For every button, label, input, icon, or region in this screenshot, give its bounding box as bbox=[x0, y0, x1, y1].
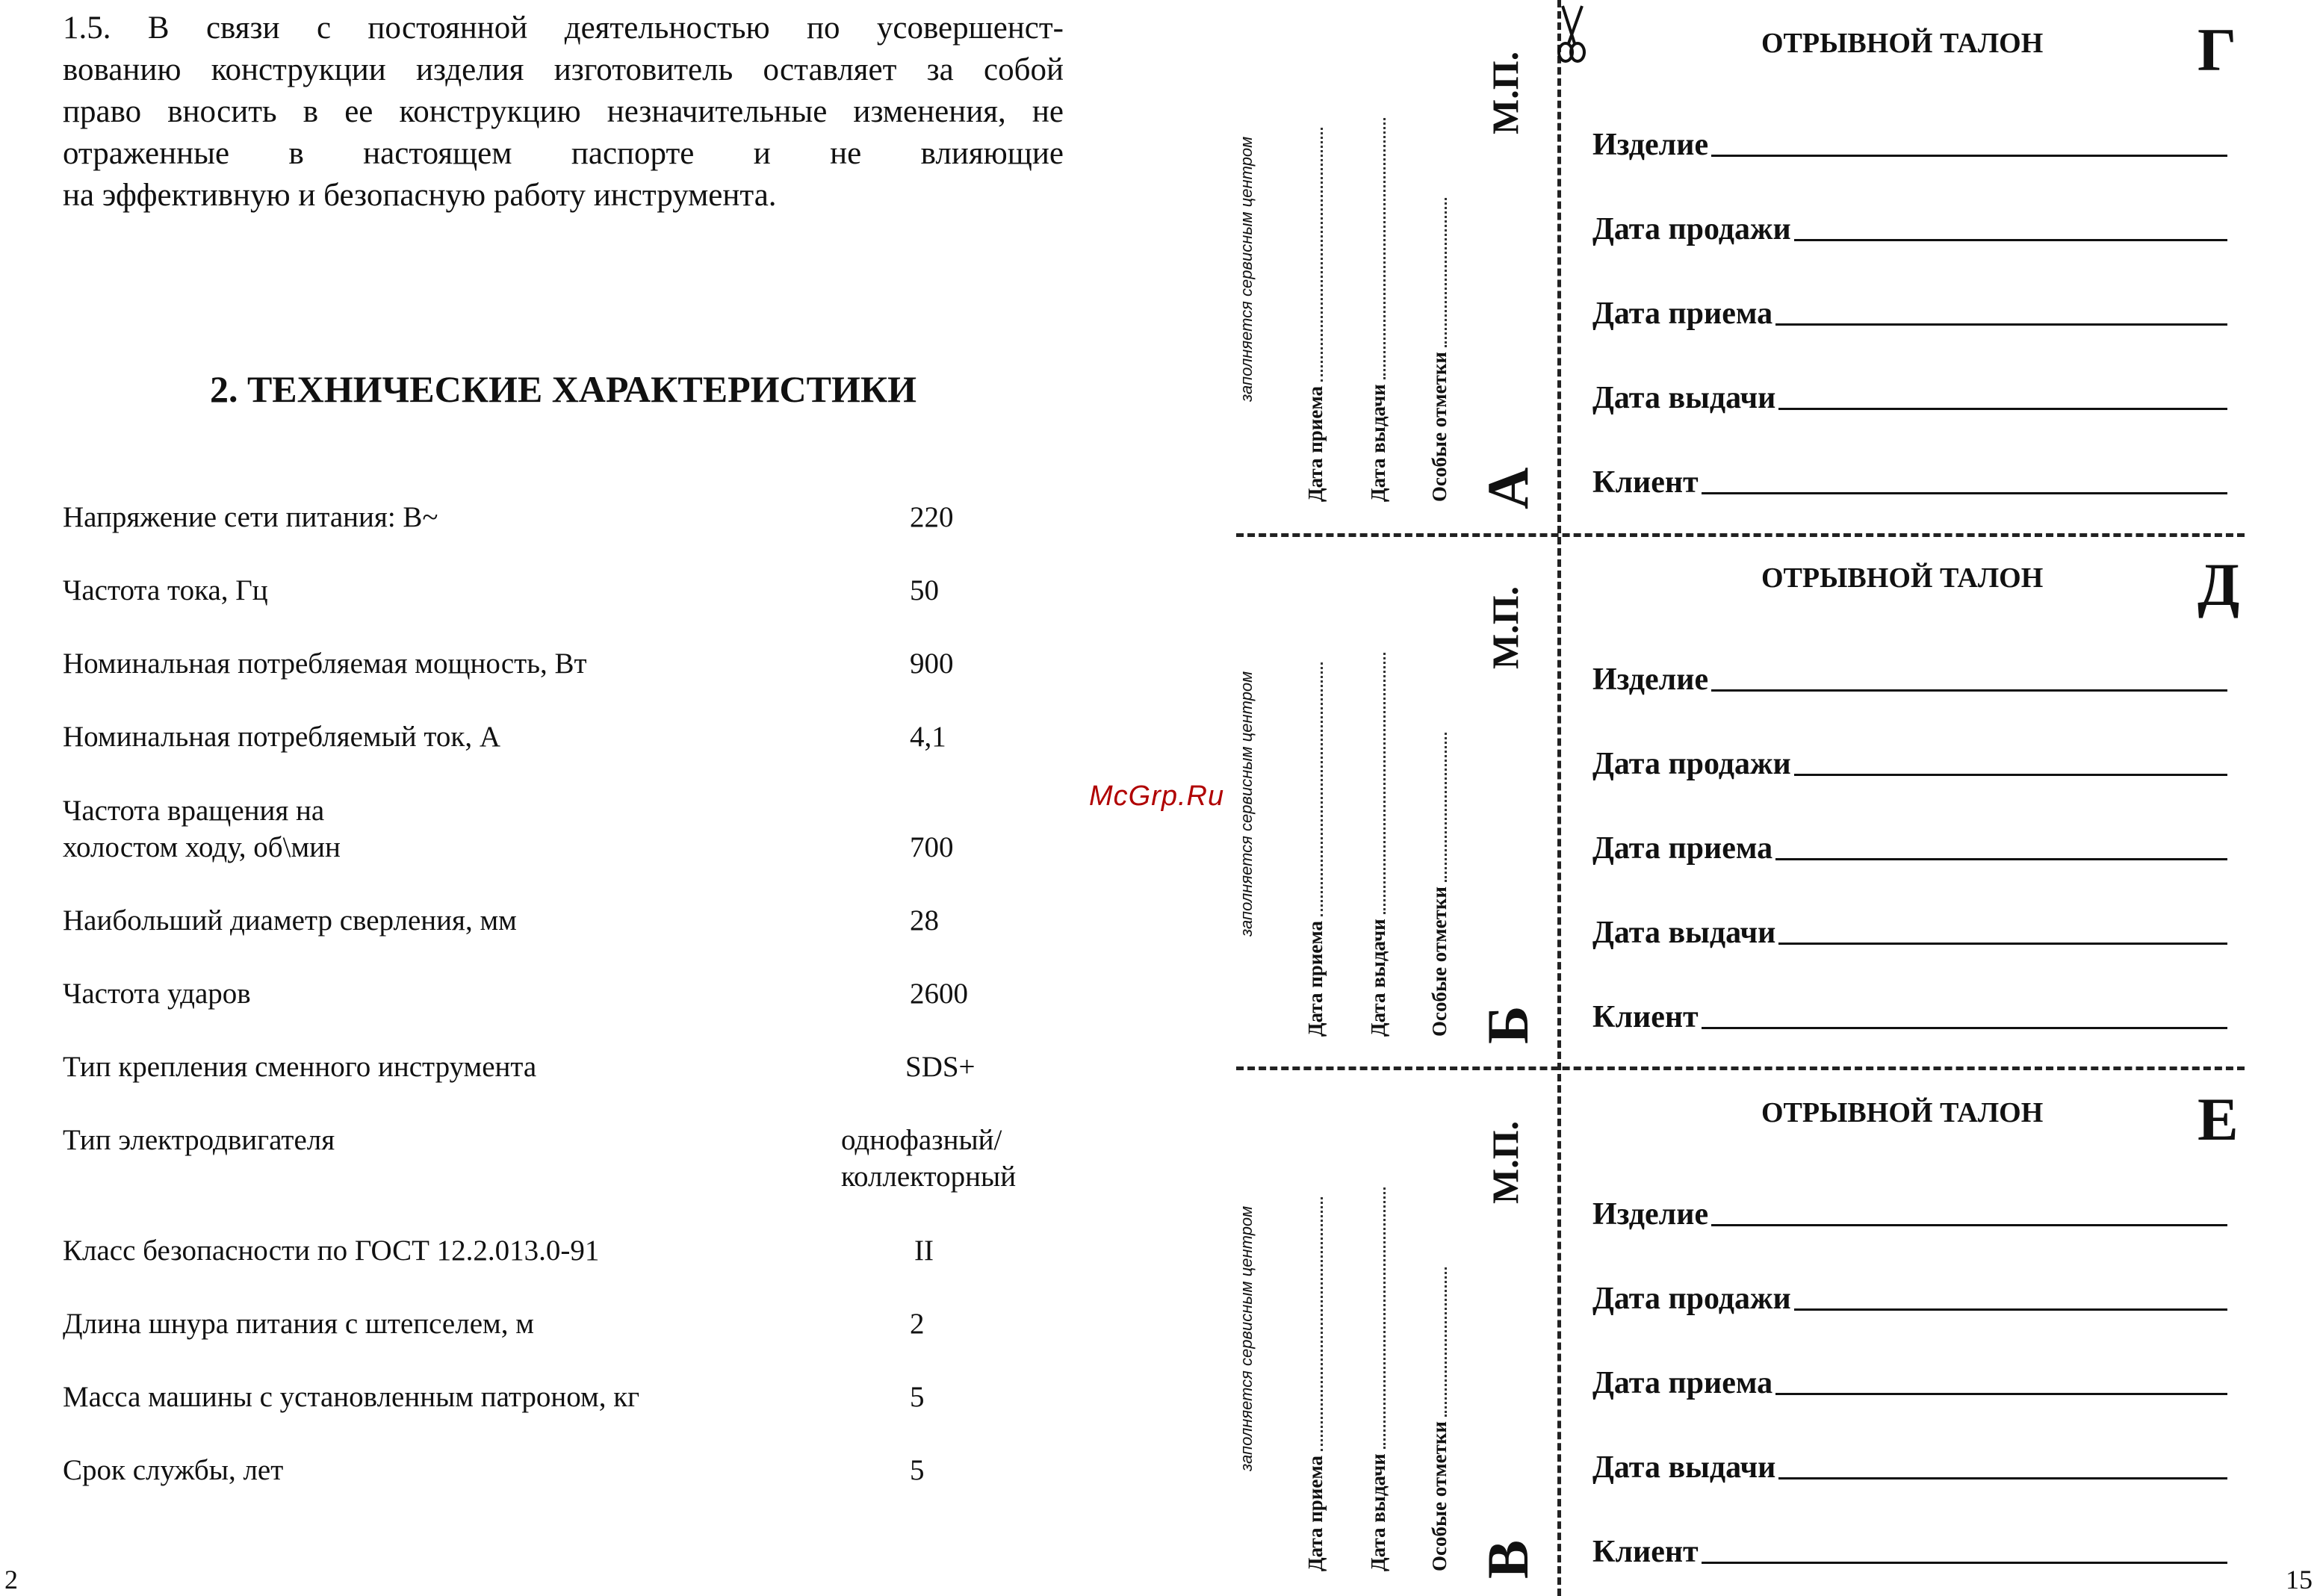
field-label: Дата продажи bbox=[1592, 212, 1791, 246]
stub-field-dots bbox=[1383, 1187, 1386, 1449]
intro-line: на эффективную и безопасную работу инструмента. bbox=[63, 178, 777, 213]
stub-field-dots bbox=[1445, 198, 1447, 347]
field-label: Дата выдачи bbox=[1592, 1450, 1776, 1485]
field-receipt-date[interactable] bbox=[1592, 1365, 2227, 1401]
spec-label-line2: холостом ходу, об\мин bbox=[63, 831, 341, 863]
field-sale-date[interactable] bbox=[1592, 211, 2227, 247]
stub-field-label: Особые отметки bbox=[1428, 352, 1451, 502]
page-number-left: 2 bbox=[4, 1565, 18, 1595]
stub-field-dots bbox=[1383, 653, 1386, 914]
stub-field-label: Дата выдачи bbox=[1367, 384, 1389, 502]
field-label: Изделие bbox=[1592, 1197, 1709, 1232]
vertical-cut-line bbox=[1557, 0, 1561, 1596]
stub-field-dots bbox=[1321, 1197, 1323, 1451]
field-product[interactable] bbox=[1592, 127, 2227, 163]
field-label: Дата выдачи bbox=[1592, 381, 1776, 415]
field-line bbox=[1702, 1562, 2227, 1564]
spec-label: Номинальная потребляемый ток, А bbox=[63, 721, 501, 753]
page-number-right: 15 bbox=[2286, 1565, 2313, 1595]
field-line bbox=[1702, 1027, 2227, 1029]
stub-field[interactable] bbox=[1367, 653, 1390, 1037]
intro-line: 1.5. В связи с постоянной деятельностью по усовершенст- bbox=[63, 10, 1064, 46]
horizontal-cut-line bbox=[1236, 1066, 2245, 1070]
field-label: Дата продажи bbox=[1592, 747, 1791, 781]
spec-label: Частота ударов bbox=[63, 978, 251, 1010]
stub-field[interactable] bbox=[1304, 662, 1327, 1037]
field-line bbox=[1775, 858, 2227, 860]
watermark: McGrp.Ru bbox=[1089, 780, 1225, 812]
field-label: Клиент bbox=[1592, 465, 1699, 500]
stub-letter: В bbox=[1475, 1539, 1540, 1579]
stub-field[interactable] bbox=[1304, 128, 1327, 502]
coupon-stub bbox=[1225, 15, 1546, 515]
intro-paragraph bbox=[63, 7, 1064, 217]
spec-label: Тип электродвигателя bbox=[63, 1124, 335, 1156]
stub-field-label: Дата приема bbox=[1304, 920, 1327, 1037]
stub-field-label: Дата выдачи bbox=[1367, 919, 1389, 1037]
field-sale-date[interactable] bbox=[1592, 1281, 2227, 1317]
stub-seal-mark: М.П. bbox=[1484, 586, 1526, 669]
intro-line: вованию конструкции изделия изготовитель оставляет за собой bbox=[63, 52, 1064, 87]
field-line bbox=[1794, 1308, 2227, 1311]
field-label: Дата приема bbox=[1592, 831, 1773, 866]
field-label: Изделие bbox=[1592, 128, 1709, 162]
intro-line: отраженные в настоящем паспорте и не влияющие bbox=[63, 136, 1064, 171]
stub-field-label: Дата приема bbox=[1304, 385, 1327, 502]
field-receipt-date[interactable] bbox=[1592, 296, 2227, 332]
field-line bbox=[1794, 774, 2227, 776]
stub-note: заполняется сервисным центром bbox=[1237, 136, 1256, 402]
field-line bbox=[1702, 492, 2227, 494]
field-product[interactable] bbox=[1592, 1196, 2227, 1232]
coupon-stub bbox=[1225, 1084, 1546, 1585]
field-label: Клиент bbox=[1592, 1000, 1699, 1034]
spec-value: 28 bbox=[910, 904, 939, 937]
spec-label: Частота тока, Гц bbox=[63, 574, 268, 606]
field-label: Дата приема bbox=[1592, 296, 1773, 331]
stub-field[interactable] bbox=[1304, 1197, 1327, 1571]
intro-line: право вносить в ее конструкцию незначительные изменения, не bbox=[63, 94, 1064, 129]
field-label: Изделие bbox=[1592, 662, 1709, 697]
field-issue-date[interactable] bbox=[1592, 915, 2227, 951]
spec-value-line2: коллекторный bbox=[841, 1161, 1017, 1193]
spec-label: Длина шнура питания с штепселем, м bbox=[63, 1308, 534, 1340]
stub-note: заполняется сервисным центром bbox=[1237, 671, 1256, 937]
spec-label: Класс безопасности по ГОСТ 12.2.013.0-91 bbox=[63, 1235, 600, 1267]
spec-label: Частота вращения на bbox=[63, 795, 325, 827]
spec-value: 5 bbox=[910, 1381, 925, 1413]
spec-label: Срок службы, лет bbox=[63, 1454, 284, 1486]
coupon-letter: Д bbox=[2198, 550, 2240, 618]
field-line bbox=[1711, 155, 2227, 157]
spec-label: Масса машины с установленным патроном, кг bbox=[63, 1381, 640, 1413]
field-client[interactable] bbox=[1592, 465, 2227, 500]
stub-field-label: Дата выдачи bbox=[1367, 1453, 1389, 1571]
coupon-stub bbox=[1225, 550, 1546, 1050]
horizontal-cut-line bbox=[1236, 533, 2245, 537]
coupon-letter: Г bbox=[2198, 16, 2237, 84]
field-product[interactable] bbox=[1592, 662, 2227, 698]
coupon-letter: Е bbox=[2198, 1085, 2239, 1153]
spec-label: Напряжение сети питания: В~ bbox=[63, 501, 438, 533]
field-issue-date[interactable] bbox=[1592, 1450, 2227, 1485]
field-label: Дата продажи bbox=[1592, 1282, 1791, 1316]
stub-field[interactable] bbox=[1428, 733, 1451, 1037]
field-line bbox=[1775, 323, 2227, 326]
stub-field[interactable] bbox=[1428, 1267, 1451, 1571]
spec-value: 900 bbox=[910, 648, 954, 680]
stub-field-dots bbox=[1383, 118, 1386, 379]
stub-seal-mark: М.П. bbox=[1484, 1120, 1526, 1204]
spec-value: однофазный/ bbox=[841, 1124, 1002, 1156]
stub-field-dots bbox=[1321, 128, 1323, 382]
stub-field[interactable] bbox=[1428, 198, 1451, 502]
spec-label: Тип крепления сменного инструмента bbox=[63, 1051, 537, 1083]
field-line bbox=[1711, 1224, 2227, 1226]
field-line bbox=[1778, 943, 2227, 945]
field-label: Дата приема bbox=[1592, 1366, 1773, 1400]
spec-value: II bbox=[914, 1235, 934, 1267]
stub-seal-mark: М.П. bbox=[1484, 51, 1526, 134]
stub-field-dots bbox=[1445, 733, 1447, 882]
stub-field-label: Особые отметки bbox=[1428, 1421, 1451, 1571]
coupon-title: ОТРЫВНОЙ ТАЛОН bbox=[1761, 1097, 2044, 1128]
spec-label: Наибольший диаметр сверления, мм bbox=[63, 904, 517, 937]
field-receipt-date[interactable] bbox=[1592, 830, 2227, 866]
field-client[interactable] bbox=[1592, 999, 2227, 1035]
field-line bbox=[1794, 239, 2227, 241]
coupon-title: ОТРЫВНОЙ ТАЛОН bbox=[1761, 28, 2044, 59]
field-line bbox=[1775, 1393, 2227, 1395]
coupon-title: ОТРЫВНОЙ ТАЛОН bbox=[1761, 562, 2044, 594]
spec-value: 5 bbox=[910, 1454, 925, 1486]
field-client[interactable] bbox=[1592, 1534, 2227, 1570]
stub-field-label: Дата приема bbox=[1304, 1455, 1327, 1571]
field-label: Дата выдачи bbox=[1592, 916, 1776, 950]
stub-letter: Б bbox=[1475, 1005, 1540, 1044]
field-sale-date[interactable] bbox=[1592, 746, 2227, 782]
stub-field-dots bbox=[1445, 1267, 1447, 1417]
stub-letter: А bbox=[1475, 467, 1540, 509]
stub-field-label: Особые отметки bbox=[1428, 887, 1451, 1037]
scissors-icon bbox=[1552, 1, 1592, 64]
spec-value: 700 bbox=[910, 831, 954, 863]
spec-value: 220 bbox=[910, 501, 954, 533]
field-issue-date[interactable] bbox=[1592, 380, 2227, 416]
field-label: Клиент bbox=[1592, 1535, 1699, 1569]
spec-value: 4,1 bbox=[910, 721, 946, 753]
section-title: 2. ТЕХНИЧЕСКИЕ ХАРАКТЕРИСТИКИ bbox=[209, 368, 917, 410]
spec-label: Номинальная потребляемая мощность, Вт bbox=[63, 648, 587, 680]
spec-value: 50 bbox=[910, 574, 939, 606]
spec-value: SDS+ bbox=[905, 1051, 976, 1083]
stub-field[interactable] bbox=[1367, 1187, 1390, 1571]
field-line bbox=[1778, 408, 2227, 410]
field-line bbox=[1778, 1477, 2227, 1479]
stub-note: заполняется сервисным центром bbox=[1237, 1205, 1256, 1471]
spec-value: 2600 bbox=[910, 978, 968, 1010]
stub-field-dots bbox=[1321, 662, 1323, 916]
field-line bbox=[1711, 689, 2227, 692]
spec-value: 2 bbox=[910, 1308, 925, 1340]
stub-field[interactable] bbox=[1367, 118, 1390, 502]
